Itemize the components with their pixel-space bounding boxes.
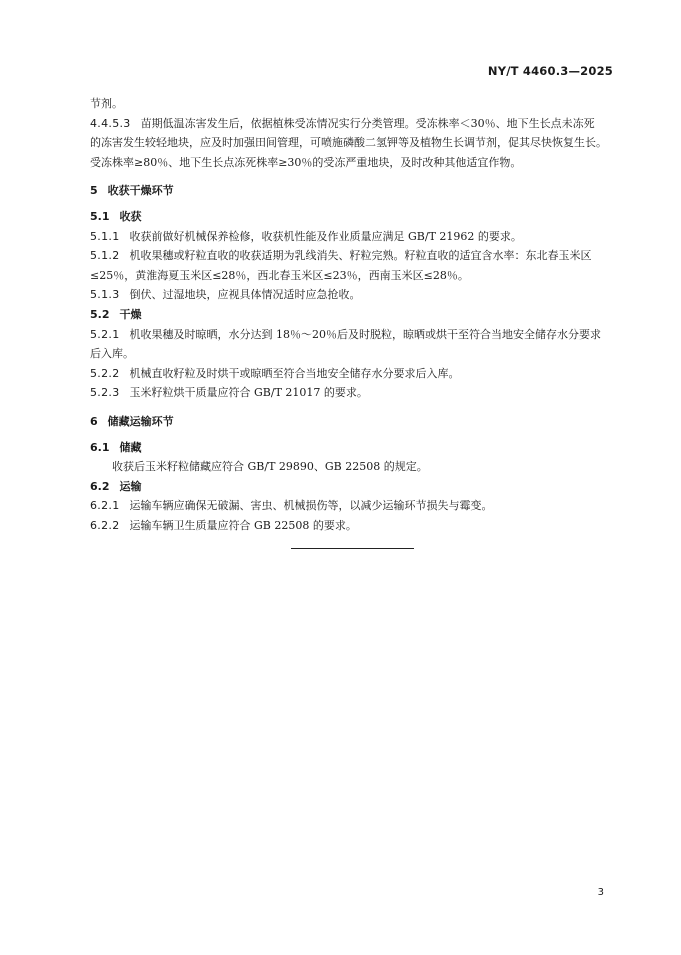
clause-5-2-2 xyxy=(90,364,616,384)
section-number: 5.1 xyxy=(90,209,110,223)
section-number: 6 xyxy=(90,414,98,428)
section-5-2-heading xyxy=(90,305,616,325)
paragraph-line: 的冻害发生较轻地块，应及时加强田间管理，可喷施磷酸二氢钾等及植物生长调节剂，促其尽快恢复生长。 xyxy=(90,136,607,150)
clause-text: 收获前做好机械保养检修，收获机性能及作业质量应满足 GB/T 21962 的要求。 xyxy=(129,229,522,243)
section-6-2-heading xyxy=(90,477,616,497)
paragraph-line: 受冻株率≥80％、地下生长点冻死株率≥30％的受冻严重地块，及时改种其他适宜作物。 xyxy=(90,155,522,169)
clause-6-2-2 xyxy=(90,516,616,536)
clause-text: 运输车辆卫生质量应符合 GB 22508 的要求。 xyxy=(129,518,357,532)
clause-text: 倒伏、过湿地块，应视具体情况适时应急抢收。 xyxy=(129,288,361,302)
clause-text: 苗期低温冻害发生后，依据植株受冻情况实行分类管理。受冻株率＜30％、地下生长点未冻死 xyxy=(140,116,595,130)
clause-number: 5.2.2 xyxy=(90,366,120,380)
section-6-1-heading xyxy=(90,438,616,458)
section-title: 储藏 xyxy=(119,440,142,454)
section-number: 6.1 xyxy=(90,440,110,454)
clause-number: 5.2.1 xyxy=(90,327,120,341)
paragraph-line: 收获后玉米籽粒储藏应符合 GB/T 29890、GB 22508 的规定。 xyxy=(112,460,428,474)
document-code: NY/T 4460.3—2025 xyxy=(487,64,613,78)
section-number: 6.2 xyxy=(90,479,110,493)
paragraph-line: 节剂。 xyxy=(90,97,123,110)
page-number: 3 xyxy=(597,887,604,898)
clause-text: 机收果穗及时晾晒，水分达到 18％～20％后及时脱粒，晾晒或烘干至符合当地安全储存水分要求 xyxy=(129,327,601,341)
clause-number: 5.1.3 xyxy=(90,288,120,302)
section-number: 5.2 xyxy=(90,307,110,321)
section-5-heading xyxy=(90,181,616,201)
section-6-heading xyxy=(90,412,616,432)
clause-5-1-3 xyxy=(90,285,616,305)
clause-5-1-1 xyxy=(90,227,616,247)
clause-6-2-1 xyxy=(90,496,616,516)
clause-number: 4.4.5.3 xyxy=(90,116,131,130)
clause-4-4-5-3 xyxy=(90,114,616,134)
paragraph-line: ≤25％，黄淮海夏玉米区≤28％，西北春玉米区≤23％，西南玉米区≤28％。 xyxy=(90,268,469,282)
section-title: 收获干燥环节 xyxy=(107,184,174,198)
clause-number: 5.1.2 xyxy=(90,249,120,263)
clause-text: 机收果穗或籽粒直收的收获适期为乳线消失、籽粒完熟。籽粒直收的适宜含水率：东北春玉米区 xyxy=(129,249,592,263)
paragraph-line: 后入库。 xyxy=(90,347,134,361)
section-title: 收获 xyxy=(119,209,142,223)
clause-number: 5.2.3 xyxy=(90,386,120,400)
clause-text: 机械直收籽粒及时烘干或晾晒至符合当地安全储存水分要求后入库。 xyxy=(129,366,460,380)
document-body xyxy=(90,94,616,535)
section-5-1-heading xyxy=(90,207,616,227)
clause-number: 5.1.1 xyxy=(90,229,120,243)
section-title: 干燥 xyxy=(119,307,142,321)
clause-5-2-1 xyxy=(90,325,616,345)
clause-text: 玉米籽粒烘干质量应符合 GB/T 21017 的要求。 xyxy=(129,386,368,400)
clause-number: 6.2.2 xyxy=(90,518,120,532)
clause-5-2-3 xyxy=(90,383,616,403)
clause-number: 6.2.1 xyxy=(90,499,120,513)
clause-text: 运输车辆应确保无破漏、害虫、机械损伤等，以减少运输环节损失与霉变。 xyxy=(129,499,493,513)
clause-5-1-2 xyxy=(90,246,616,266)
section-number: 5 xyxy=(90,184,98,198)
section-title: 储藏运输环节 xyxy=(107,414,174,428)
section-title: 运输 xyxy=(119,479,142,493)
end-rule xyxy=(291,548,414,549)
